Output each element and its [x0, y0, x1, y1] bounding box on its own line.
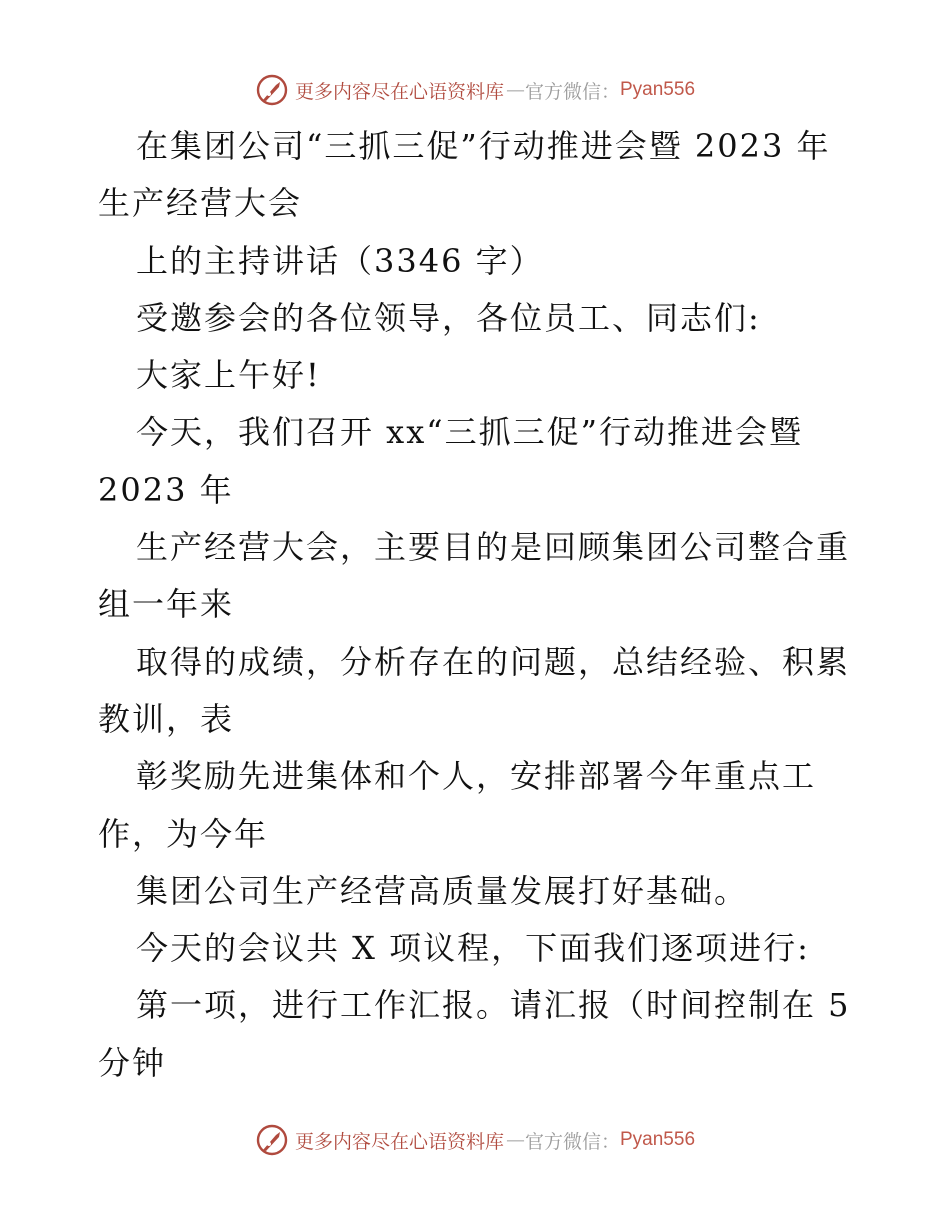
watermark-separator: —	[505, 1129, 523, 1151]
watermark-label: 官方微信：	[524, 80, 620, 103]
text-line: 生产经营大会，主要目的是回顾集团公司整合重	[136, 528, 851, 567]
text-line: 取得的成绩，分析存在的问题，总结经验、积累	[136, 642, 851, 681]
text-line: 作，为今年	[98, 814, 269, 853]
watermark-separator: —	[505, 79, 523, 101]
watermark-text: 更多内容尽在心语资料库	[294, 80, 504, 103]
footer-watermark	[0, 1120, 950, 1160]
watermark-text: 更多内容尽在心语资料库	[294, 1130, 504, 1153]
text-line: 2023 年	[98, 470, 234, 509]
text-line: 教训，表	[98, 699, 235, 738]
text-line: 组一年来	[98, 585, 235, 624]
text-line: 生产经营大会	[98, 184, 303, 223]
text-line: 彰奖励先进集体和个人，安排部署今年重点工	[136, 757, 817, 796]
header-watermark	[0, 70, 950, 110]
fountain-pen-nib-logo-icon	[255, 1123, 289, 1157]
text-line: 集团公司生产经营高质量发展打好基础。	[136, 871, 749, 910]
text-line: 分钟	[98, 1043, 167, 1082]
fountain-pen-nib-logo-icon	[255, 73, 289, 107]
watermark-wechat-id: Pyan556	[620, 79, 696, 100]
text-line: 第一项，进行工作汇报。请汇报（时间控制在 5	[136, 986, 851, 1025]
document-body	[98, 118, 858, 1092]
text-line: 今天的会议共 X 项议程，下面我们逐项进行:	[136, 929, 810, 968]
watermark-label: 官方微信：	[524, 1130, 620, 1153]
watermark-wechat-id: Pyan556	[620, 1129, 696, 1150]
text-line: 上的主持讲话（3346 字）	[136, 241, 544, 280]
text-line: 今天，我们召开 xx“三抓三促”行动推进会暨	[136, 413, 803, 452]
text-line: 在集团公司“三抓三促”行动推进会暨 2023 年	[136, 127, 831, 165]
text-line: 受邀参会的各位领导，各位员工、同志们:	[136, 298, 761, 337]
text-line: 大家上午好!	[136, 356, 321, 395]
